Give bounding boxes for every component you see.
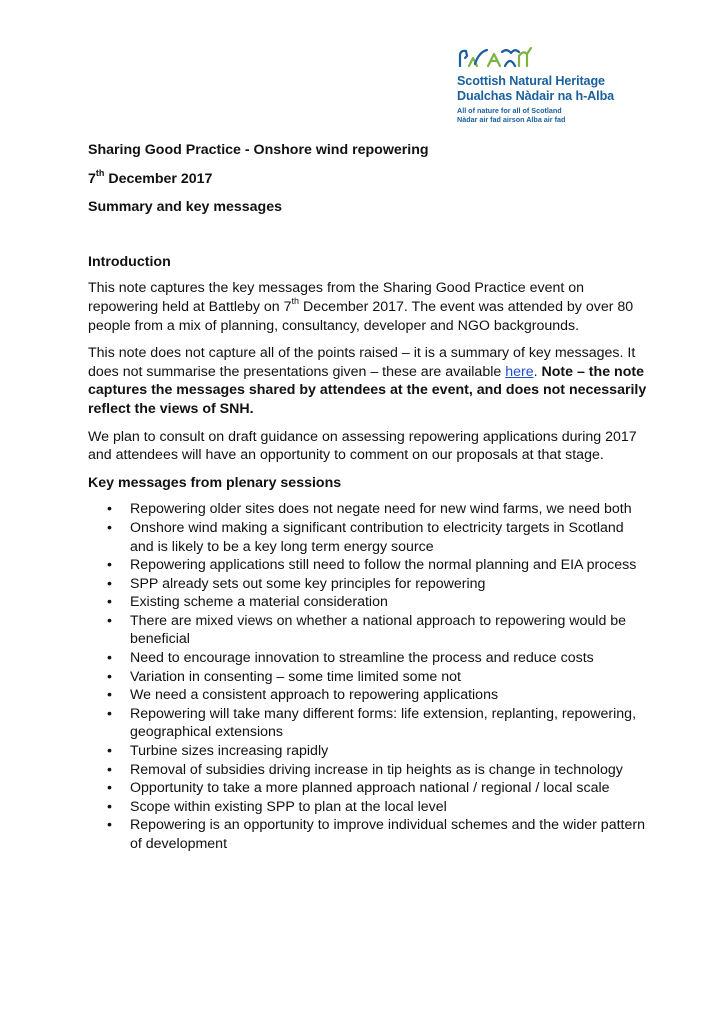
list-item: • Turbine sizes increasing rapidly bbox=[130, 742, 648, 761]
list-item: • Variation in consenting – some time limited some not bbox=[130, 668, 648, 687]
intro-p2-text-a: This note does not capture all of the points raised – it is a summary of key messages. It does not summarise the presentations given – these are available bbox=[88, 345, 636, 380]
intro-p1-text-a: This note captures the key messages from the Sharing Good Practice event on repowering held at Battleby on 7 bbox=[88, 280, 585, 315]
document-body bbox=[88, 141, 648, 854]
list-item: • Removal of subsidies driving increase in tip heights as is change in technology bbox=[130, 761, 648, 780]
logo-tagline-gaelic: Nàdar air fad airson Alba air fad bbox=[457, 115, 566, 124]
intro-p1-sup: th bbox=[291, 296, 300, 307]
document-title: Sharing Good Practice - Onshore wind repowering bbox=[88, 142, 429, 158]
date-rest: December 2017 bbox=[104, 170, 213, 187]
list-item: • Repowering older sites does not negate need for new wind farms, we need both bbox=[130, 500, 648, 519]
document-subtitle: Summary and key messages bbox=[88, 199, 283, 216]
logo-name-english: Scottish Natural Heritage bbox=[457, 74, 605, 88]
list-item: • Onshore wind making a significant contribution to electricity targets in Scotland and is likely to be a key long term energy source bbox=[130, 519, 648, 556]
logo-name-gaelic: Dualchas Nàdair na h-Alba bbox=[457, 89, 615, 103]
intro-paragraph-2 bbox=[88, 344, 648, 418]
list-item: • We need a consistent approach to repowering applications bbox=[130, 686, 648, 705]
presentations-link[interactable]: here bbox=[505, 363, 534, 380]
plenary-messages-list bbox=[88, 500, 648, 853]
list-item: • Existing scheme a material consideration bbox=[130, 593, 648, 612]
snh-logo bbox=[455, 44, 625, 124]
date-day: 7 bbox=[88, 170, 96, 187]
intro-p2-note: Note – the note captures the messages shared by attendees at the event, and does not necessarily reflect the views of SNH. bbox=[88, 363, 647, 417]
list-item: • Repowering is an opportunity to improve individual schemes and the wider pattern of development bbox=[130, 816, 648, 853]
list-item: • Repowering will take many different forms: life extension, replanting, repowering, geographical extensions bbox=[130, 705, 648, 742]
intro-paragraph-1 bbox=[88, 279, 648, 335]
intro-paragraph-3: We plan to consult on draft guidance on assessing repowering applications during 2017 and attendees will have an opportunity to comment on our proposals at that stage. bbox=[88, 428, 637, 464]
list-item: • Repowering applications still need to follow the normal planning and EIA process bbox=[130, 556, 648, 575]
snh-emblem-icon bbox=[457, 44, 537, 70]
list-item: • There are mixed views on whether a national approach to repowering would be beneficial bbox=[130, 612, 648, 649]
list-item: • SPP already sets out some key principles for repowering bbox=[130, 575, 648, 594]
intro-p1-text-b: December 2017. The event was attended by over 80 people from a mix of planning, consultancy, developer and NGO backgrounds. bbox=[88, 298, 634, 334]
list-item: • Scope within existing SPP to plan at the local level bbox=[130, 798, 648, 817]
document-date bbox=[88, 167, 648, 189]
list-item: • Need to encourage innovation to streamline the process and reduce costs bbox=[130, 649, 648, 668]
list-item: • Opportunity to take a more planned approach national / regional / local scale bbox=[130, 779, 648, 798]
intro-heading: Introduction bbox=[88, 253, 171, 270]
logo-tagline-english: All of nature for all of Scotland bbox=[457, 106, 562, 115]
date-suffix: th bbox=[95, 167, 105, 178]
plenary-heading: Key messages from plenary sessions bbox=[88, 474, 342, 491]
intro-p2-text-b: . bbox=[533, 363, 542, 380]
